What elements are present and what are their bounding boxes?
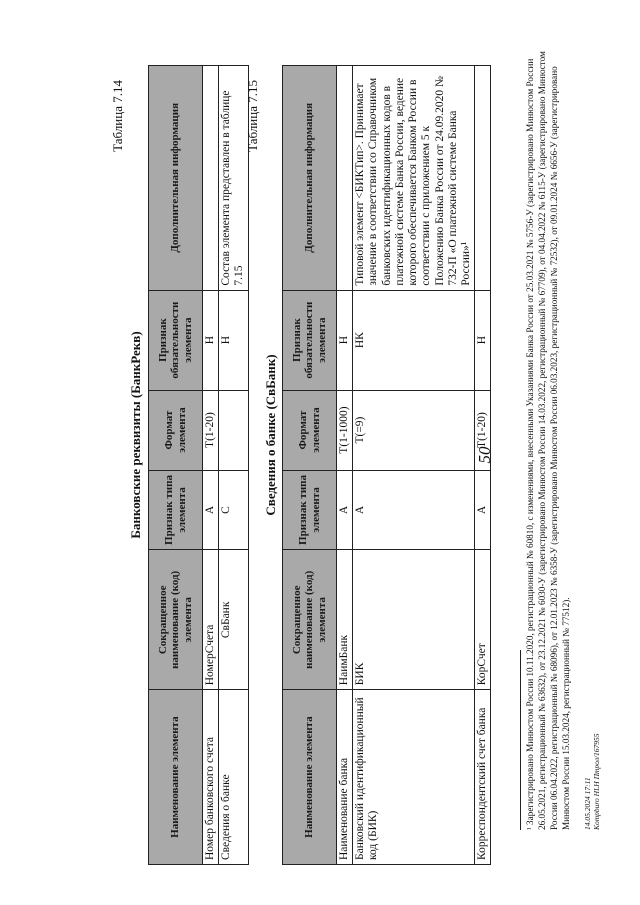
table-row	[353, 66, 475, 865]
table1-header-code: Сокращенное наименование (код) элемента	[149, 550, 203, 690]
table1-title: Банковские реквизиты (БанкРекв)	[128, 331, 143, 539]
cell: Банковский идентификационный код (БИК)	[353, 690, 475, 865]
cell: Корреспондентский счет банка	[475, 690, 491, 865]
stamp-system: Kompburo HLH Птрол/167955	[592, 733, 602, 830]
table-row	[475, 66, 491, 865]
cell: С	[219, 470, 248, 550]
table1-header-format: Формат элемента	[149, 390, 203, 470]
cell: Наименование банка	[337, 690, 353, 865]
cell	[475, 66, 491, 291]
cell: НомерСчета	[203, 550, 219, 690]
cell: Сведения о банке	[219, 690, 248, 865]
table2	[282, 65, 491, 865]
footnote-rule	[520, 650, 521, 830]
rotated-content	[20, 20, 620, 885]
cell: БИК	[353, 550, 475, 690]
cell: Т(=9)	[353, 390, 475, 470]
cell: НаимБанк	[337, 550, 353, 690]
cell	[203, 66, 219, 291]
page-number: 50	[475, 446, 494, 464]
footnote: ¹ Зарегистрировано Минюстом России 10.11.2020, регистрационный № 60810, с изменениями, внесенными Указаниями Банка России от 25.03.2021 № 5756-У (зарегистрировано Минюстом России 26.05.2021, регистрационный № 63632), от 23.12.2021 № 6030-У (зарегистрировано Минюстом России 14.03.2022, регистрационный № 67709), от 04.04.2022 № 6115-У (зарегистрировано Минюстом России 06.04.2022, регистрационный № 68096), от 12.01.2023 № 6358-У (зарегистрировано Минюстом России 06.03.2023, регистрационный № 72532), от 09.01.2024 № 6656-У (зарегистрировано Минюстом России 15.03.2024, регистрационный № 77512).	[525, 51, 571, 830]
table1-header-info: Дополнительная информация	[149, 66, 203, 291]
cell: НК	[353, 290, 475, 390]
table2-header-type: Признак типа элемента	[283, 470, 337, 550]
table2-header-code: Сокращенное наименование (код) элемента	[283, 550, 337, 690]
table1-header-type: Признак типа элемента	[149, 470, 203, 550]
cell: Т(1-20)	[475, 390, 491, 470]
table2-header-format: Формат элемента	[283, 390, 337, 470]
cell: Т(1-1000)	[337, 390, 353, 470]
cell: А	[337, 470, 353, 550]
table-row	[219, 66, 248, 865]
table2-title: Сведения о банке (СвБанк)	[263, 354, 278, 516]
table-row	[203, 66, 219, 865]
cell: Н	[475, 290, 491, 390]
table2-header-required: Признак обязательности элемента	[283, 290, 337, 390]
cell: Состав элемента представлен в таблице 7.15	[219, 66, 248, 291]
cell: КорСчет	[475, 550, 491, 690]
print-stamp	[583, 733, 602, 830]
stamp-date: 14.05.2024 17:11	[583, 777, 592, 830]
table2-header-info: Дополнительная информация	[283, 66, 337, 291]
table1	[148, 65, 249, 865]
cell: Н	[219, 290, 248, 390]
table2-label: Таблица 7.15	[245, 80, 260, 152]
cell: А	[475, 470, 491, 550]
cell	[337, 66, 353, 291]
table2-header-name: Наименование элемента	[283, 690, 337, 865]
cell: Номер банковского счета	[203, 690, 219, 865]
cell: Н	[337, 290, 353, 390]
cell: А	[353, 470, 475, 550]
table1-header-required: Признак обязательности элемента	[149, 290, 203, 390]
cell: А	[203, 470, 219, 550]
table-row	[337, 66, 353, 865]
cell: Т(1-20)	[203, 390, 219, 470]
table1-label: Таблица 7.14	[110, 80, 125, 152]
cell: Типовой элемент <БИКТип>. Принимает значение в соответствии со Справочником банковских идентификационных кодов в платежной системе Банка России, ведение которого обеспечивается Банком России в соответствии с приложением 5 к Положению Банка России от 24.09.2020 № 732-П «О платежной системе Банка России»¹	[353, 66, 475, 291]
cell: СвБанк	[219, 550, 248, 690]
cell: Н	[203, 290, 219, 390]
cell	[219, 390, 248, 470]
table1-header-name: Наименование элемента	[149, 690, 203, 865]
